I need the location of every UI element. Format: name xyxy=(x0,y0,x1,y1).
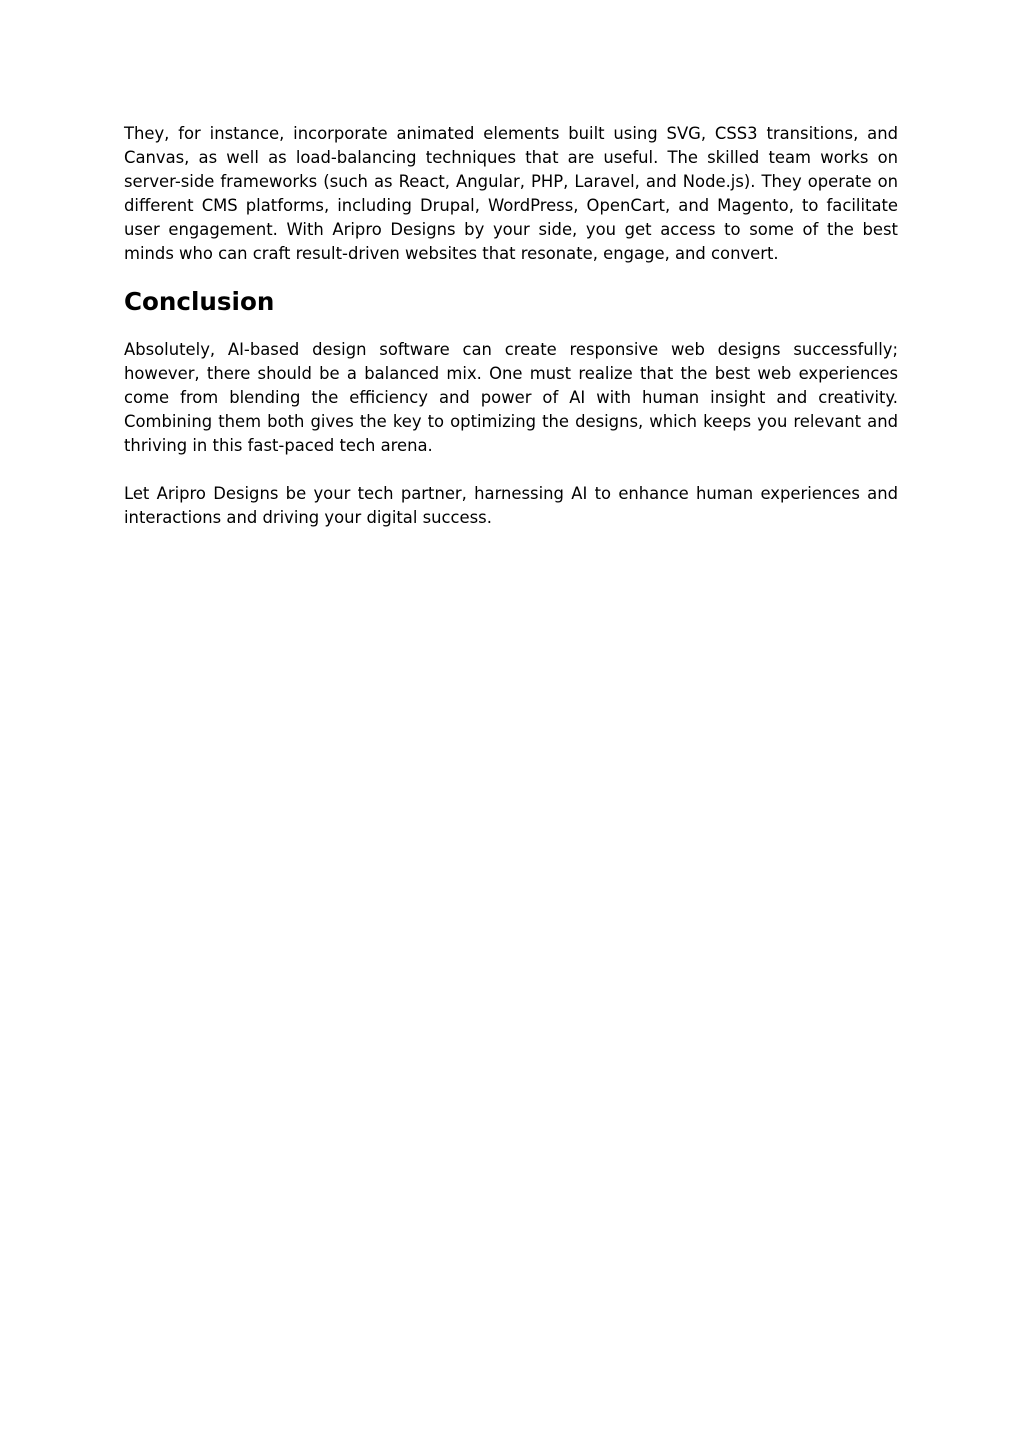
document-page xyxy=(124,122,898,554)
conclusion-paragraph: Absolutely, AI-based design software can create responsive web designs successfully; however, there should be a balanced mix. One must realize that the best web experiences come from blending the efficiency and power of AI with human insight and creativity. Combining them both gives the key to optimizing the designs, which keeps you relevant and thriving in this fast-paced tech arena. xyxy=(124,340,898,455)
body-paragraph: They, for instance, incorporate animated elements built using SVG, CSS3 transitions, and Canvas, as well as load-balancing techniques that are useful. The skilled team works on server-side frameworks (such as React, Angular, PHP, Laravel, and Node.js). They operate on different CMS platforms, including Drupal, WordPress, OpenCart, and Magento, to facilitate user engagement. With Aripro Designs by your side, you get access to some of the best minds who can craft result-driven websites that resonate, engage, and convert. xyxy=(124,124,898,263)
section-heading: Conclusion xyxy=(124,287,275,316)
closing-paragraph: Let Aripro Designs be your tech partner, harnessing AI to enhance human experiences and interactions and driving your digital success. xyxy=(124,484,898,527)
